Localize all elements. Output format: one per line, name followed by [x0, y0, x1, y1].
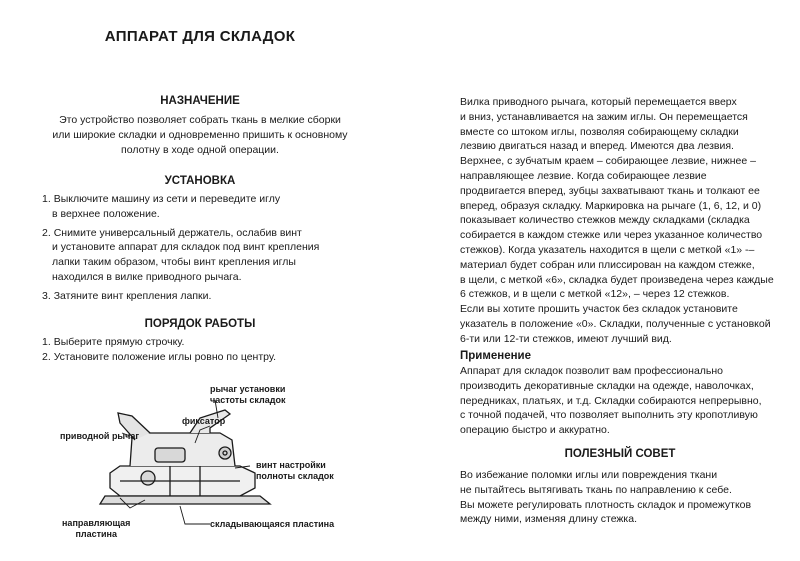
order-heading: ПОРЯДОК РАБОТЫ: [144, 318, 256, 330]
purpose-heading: НАЗНАЧЕНИЕ: [160, 95, 240, 107]
application-heading: Применение: [460, 350, 532, 362]
order-step: 1. Выберите прямую строчку.: [42, 336, 185, 348]
order-step: 2. Установите положение иглы ровно по центру.: [42, 350, 277, 363]
label-fullness-screw: винт настройки полноты складок: [256, 460, 334, 481]
purpose-text: Это устройство позволяет собрать ткань в мелкие сборки или широкие складки и одновременно пришить к основному полотну в ходе одной операции.: [52, 114, 348, 156]
install-step: 2. Снимите универсальный держатель, ослабив винт и установите аппарат для складок под винт крепления лапки таким образом, чтобы винт крепления иглы находился в вилке приводного рычага.: [42, 226, 320, 283]
page-title: АППАРАТ ДЛЯ СКЛАДОК: [104, 28, 296, 45]
tip-heading: ПОЛЕЗНЫЙ СОВЕТ: [564, 448, 676, 460]
right-page: [400, 0, 800, 561]
label-folding-plate: складывающаяся пластина: [210, 519, 335, 529]
pleater-diagram: [60, 378, 360, 543]
install-heading: УСТАНОВКА: [164, 175, 236, 187]
label-guide-plate: направляющая пластина: [62, 518, 131, 539]
install-step: 1. Выключите машину из сети и переведите иглу в верхнее положение.: [42, 193, 281, 220]
application-text: Аппарат для складок позволит вам профессионально производить декоративные складки на одежде, наволочках, передниках, платьях, и т.д. Складки собираются непрерывно, с точной подачей, что позволяет выполнить эту кропотливую операцию быстро и аккуратно.: [460, 365, 762, 437]
label-fixator: фиксатор: [182, 416, 226, 426]
label-lever-frequency: рычаг установки частоты складок: [210, 384, 286, 405]
intro-text: Вилка приводного рычага, который перемещается вверх и вниз, устанавливается на зажим иглы. Он перемещается вместе со штоком иглы, позволяя собирающему складки лезвию двигаться назад и вперед. Имеются два лезвия. Верхнее, с зубчатым краем – собирающее лезвие, нижнее – направляющее лезвие. Когда собирающее лезвие продвигается вперед, зубцы захватывают ткань и толкают ее вперед, образуя складку. Маркировка на рычаге (1, 6, 12, и 0) показывает количество стежков между складками (складка собирается в каждом стежке или через указанное количество стежков). Когда указатель находится в щели с меткой «1» -– материал будет собран или плиссирован на каждом стежке, в щели, с меткой «6», складка будет произведена через каждые 6 стежков, и в щели с меткой «12», – через 12 стежков. Если вы хотите прошить участок без складок установите указатель в положение «0». Складки, полученные с установкой 6-ти или 12-ти стежков, имеют лучший вид.: [460, 96, 774, 345]
order-steps: [42, 335, 372, 369]
label-drive-lever: приводной рычаг: [60, 431, 140, 441]
tip-text: Во избежание поломки иглы или повреждения ткани не пытайтесь вытягивать ткань по направлению к себе. Вы можете регулировать плотность складок и промежутков между ними, изменяя длину стежка.: [460, 469, 752, 526]
install-step: 3. Затяните винт крепления лапки.: [42, 289, 212, 302]
install-steps: [42, 192, 372, 308]
